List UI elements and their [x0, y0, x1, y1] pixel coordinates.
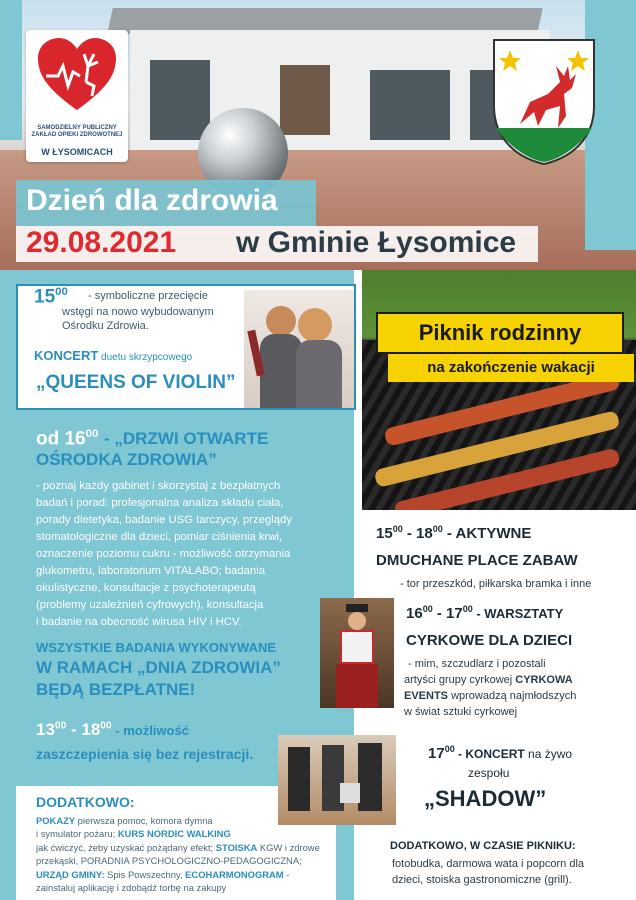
vaccination-time: $13^{00} - 18^{00}$ - możliwość: [36, 720, 189, 739]
grill-skewers-photo: [362, 270, 636, 510]
open-doors-title: - „DRZWI OTWARTE: [104, 429, 269, 448]
free-notice: W RAMACH „DNIA ZDROWIA”: [36, 658, 281, 677]
opening-time: $15^{00}$: [34, 286, 68, 308]
playground-text: - tor przeszkód, piłkarska bramka i inne: [400, 578, 592, 590]
picnic-banner: [376, 312, 624, 354]
exam-line: i badanie na obecność wirusa HIV i HCV.: [36, 616, 242, 628]
event-date: 29.08.2021: [26, 226, 177, 259]
picnic-subtitle: na zakończenie wakacji: [427, 359, 595, 376]
opening-text: - symboliczne przecięcie: [88, 290, 208, 302]
opening-text: Ośrodku Zdrowia.: [62, 320, 149, 332]
picnic-title: Piknik rodzinny: [418, 320, 582, 345]
picnic-extras-text: fotobudka, darmowa wata i popcorn dla: [392, 858, 585, 870]
extras-list: POKAZY pierwsza pomoc, komora dymna i symulator pożaru; KURS NORDIC WALKING jak ćwiczyć, żeby uzyskać pożądany efekt; STOISKA KGW i zdrowe przekąski, PORADNIA PSYCHOLOGICZNO-PEDAGOGICZNA; URZĄD GMINY: Spis Powszechny, ECOHARMONOGRAM - zainstaluj aplikację i zdobądź torbę na zakupy: [36, 815, 320, 894]
exam-line: porady dietetyka, badanie USG tarczycy, przeglądy: [36, 514, 292, 526]
shadow-band-name: „SHADOW”: [424, 786, 547, 811]
concert-line: KONCERT duetu skrzypcowego: [34, 348, 193, 363]
logo-text: SAMODZIELNY PUBLICZNY ZAKŁAD OPIEKI ZDROWOTNEJ: [31, 125, 123, 138]
logo-text-town: W ŁYSOMICACH: [41, 147, 113, 157]
extras-title: DODATKOWO:: [36, 794, 135, 810]
exam-line: okulistyczne, konsultacje z psychoterapeutą: [36, 582, 256, 594]
playground-heading: DMUCHANE PLACE ZABAW: [376, 552, 578, 569]
violin-duo-photo: [244, 290, 354, 408]
free-notice: BĘDĄ BEZPŁATNE!: [36, 680, 196, 699]
clinic-logo: [26, 30, 128, 162]
free-notice: WSZYSTKIE BADANIA WYKONYWANE: [36, 640, 277, 655]
exam-line: glukometru, laboratorium VITALABO; badania: [36, 565, 265, 577]
vaccination-text: zaszczepienia się bez rejestracji.: [36, 746, 254, 762]
violin-band-name: „QUEENS OF VIOLIN”: [36, 372, 236, 393]
circus-performer-photo: [320, 598, 394, 708]
concert-heading: $17^{00}$ - KONCERT na żywo: [428, 744, 573, 762]
workshop-text: EVENTS wprowadzą najmłodszych: [404, 690, 577, 702]
open-doors-title: OŚRODKA ZDROWIA”: [36, 450, 217, 469]
exam-line: badań i porad: profesjonalna analiza składu ciała,: [36, 497, 284, 509]
event-title: Dzień dla zdrowia: [26, 184, 278, 217]
workshop-text: - mim, szczudlarz i pozostali: [408, 658, 546, 670]
decor-strip: [0, 0, 22, 140]
picnic-extras-text: dzieci, stoiska gastronomiczne (grill).: [392, 874, 572, 886]
open-doors-time: od $16^{00}$: [36, 428, 99, 450]
event-date-box: [16, 226, 538, 262]
workshop-heading: CYRKOWE DLA DZIECI: [406, 632, 573, 649]
workshop-text: w świat sztuki cyrkowej: [404, 706, 518, 718]
exam-line: - poznaj każdy gabinet i skorzystaj z bezpłatnych: [36, 480, 281, 492]
picnic-extras-title: DODATKOWO, W CZASIE PIKNIKU:: [390, 840, 576, 852]
opening-text: wstęgi na nowo wybudowanym: [62, 306, 214, 318]
exam-line: oznaczenie poziomu cukru - możliwość otrzymania: [36, 548, 291, 560]
event-title-box: [16, 180, 316, 226]
exam-line: (problemy uzależnień cyfrowych), konsultacja: [36, 599, 264, 611]
building: [130, 30, 550, 150]
exam-line: stomatologiczne dla dzieci, pomiar ciśnienia krwi,: [36, 531, 283, 543]
playground-heading: $15^{00} - 18^{00}$ - AKTYWNE: [376, 524, 532, 542]
workshop-text: artyści grupy cyrkowej CYRKOWA: [404, 674, 573, 686]
heart-deer-icon: [36, 36, 118, 112]
workshop-heading: $16^{00} - 17^{00}$ - WARSZTATY: [406, 604, 564, 622]
coat-of-arms-icon: [490, 36, 598, 166]
exam-list: [36, 478, 292, 631]
concert-text: zespołu: [468, 766, 510, 780]
band-shadow-photo: [278, 735, 396, 825]
picnic-subtitle-banner: [388, 354, 634, 382]
event-place: w Gminie Łysomice: [236, 226, 517, 259]
